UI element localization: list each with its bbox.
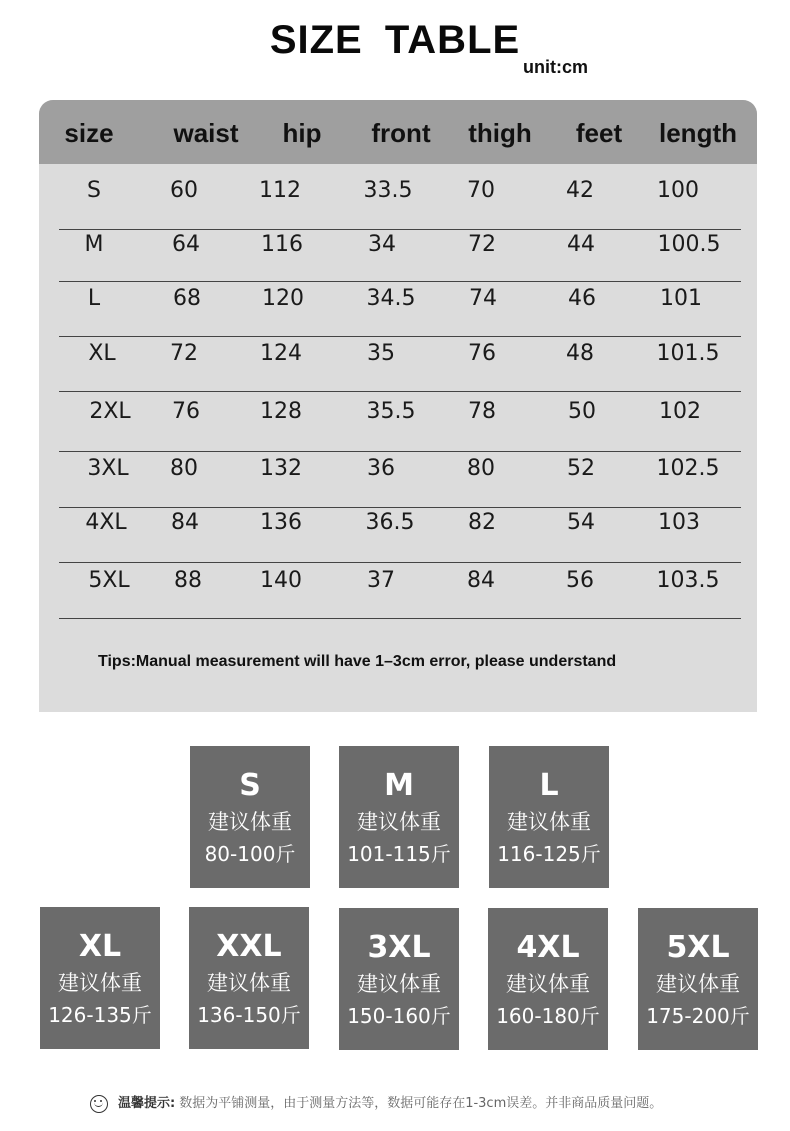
weight-card: [339, 746, 459, 888]
table-cell-size: 2XL: [89, 399, 131, 424]
table-cell-size: 5XL: [88, 568, 130, 593]
table-cell-size: L: [87, 286, 101, 311]
weight-size: 5XL: [666, 930, 730, 965]
table-cell-size: M: [84, 232, 104, 257]
weight-size: 4XL: [516, 930, 580, 965]
weight-range: 126-135斤: [48, 1003, 152, 1027]
weight-range: 150-160斤: [347, 1004, 451, 1028]
table-cell-front: 37: [367, 568, 395, 593]
table-cell-size: XL: [88, 341, 116, 366]
table-cell-length: 102: [659, 399, 701, 424]
weight-size: XXL: [216, 929, 282, 964]
weight-range: 160-180斤: [496, 1004, 600, 1028]
table-cell-hip: 120: [262, 286, 304, 311]
weight-card: [339, 908, 459, 1050]
table-cell-waist: 76: [172, 399, 200, 424]
weight-size: L: [539, 768, 559, 803]
tips-text: Tips:Manual measurement will have 1–3cm error, please understand: [98, 653, 617, 670]
table-cell-hip: 128: [260, 399, 302, 424]
smile-icon: [90, 1095, 108, 1113]
unit-label: unit:cm: [523, 57, 588, 77]
weight-label: 建议体重: [207, 971, 291, 995]
table-cell-hip: 132: [260, 456, 302, 481]
header-size: size: [64, 118, 114, 148]
table-cell-size: 4XL: [85, 510, 127, 535]
table-cell-length: 103.5: [656, 568, 720, 593]
weight-label: 建议体重: [656, 972, 740, 996]
header-hip: hip: [282, 118, 322, 148]
table-cell-hip: 112: [259, 178, 301, 203]
table-cell-front: 35: [367, 341, 395, 366]
table-cell-feet: 56: [566, 568, 594, 593]
table-row: [59, 230, 741, 282]
weight-label: 建议体重: [58, 971, 142, 995]
table-row: [59, 508, 741, 563]
weight-card: [488, 908, 608, 1050]
weight-label: 建议体重: [208, 810, 292, 834]
table-cell-waist: 80: [170, 456, 198, 481]
table-cell-thigh: 74: [469, 286, 497, 311]
table-cell-thigh: 82: [468, 510, 496, 535]
weight-card: [40, 907, 160, 1049]
header-waist: waist: [173, 118, 239, 148]
table-cell-length: 101: [660, 286, 702, 311]
table-cell-length: 100.5: [657, 232, 721, 257]
weight-size: XL: [78, 929, 122, 964]
table-cell-length: 102.5: [656, 456, 720, 481]
table-cell-front: 34.5: [366, 286, 416, 311]
weight-card: [489, 746, 609, 888]
weight-label: 建议体重: [357, 972, 441, 996]
table-cell-front: 33.5: [363, 178, 413, 203]
table-cell-hip: 124: [260, 341, 302, 366]
table-row: [59, 282, 741, 337]
weight-label: 建议体重: [357, 810, 441, 834]
table-row: [59, 563, 741, 619]
table-cell-feet: 46: [568, 286, 596, 311]
weight-label: 建议体重: [507, 810, 591, 834]
table-header: [39, 100, 757, 164]
weight-range: 136-150斤: [197, 1003, 301, 1027]
weight-range: 175-200斤: [646, 1004, 750, 1028]
footer-label: 温馨提示:: [118, 1096, 176, 1111]
page-title: SIZE TABLE: [269, 18, 521, 62]
table-row: [59, 392, 741, 452]
weight-size: 3XL: [367, 930, 431, 965]
table-cell-thigh: 80: [467, 456, 495, 481]
size-table: [39, 100, 757, 712]
table-cell-length: 100: [657, 178, 699, 203]
table-cell-waist: 60: [170, 178, 198, 203]
header-feet: feet: [575, 118, 623, 148]
table-cell-waist: 68: [173, 286, 201, 311]
table-cell-hip: 140: [260, 568, 302, 593]
table-cell-thigh: 70: [467, 178, 495, 203]
table-cell-thigh: 84: [467, 568, 495, 593]
table-cell-front: 34: [368, 232, 396, 257]
table-row: [59, 164, 741, 230]
table-cell-size: S: [87, 178, 101, 203]
table-cell-feet: 42: [566, 178, 594, 203]
table-cell-waist: 84: [171, 510, 199, 535]
weight-size: S: [239, 768, 261, 803]
weight-range: 80-100斤: [204, 842, 296, 866]
table-cell-feet: 48: [566, 341, 594, 366]
table-cell-feet: 50: [568, 399, 596, 424]
table-cell-waist: 88: [174, 568, 202, 593]
table-cell-waist: 64: [172, 232, 200, 257]
table-cell-feet: 52: [567, 456, 595, 481]
table-cell-hip: 116: [261, 232, 303, 257]
table-cell-front: 36.5: [365, 510, 415, 535]
footer-text: 数据为平铺测量，由于测量方法等，数据可能存在1-3cm误差。并非商品质量问题。: [179, 1096, 663, 1111]
table-row: [59, 452, 741, 508]
table-cell-length: 101.5: [656, 341, 720, 366]
footer-note: [90, 1092, 662, 1113]
weight-range: 116-125斤: [497, 842, 601, 866]
table-cell-feet: 44: [567, 232, 595, 257]
header-length: length: [659, 118, 737, 148]
table-cell-thigh: 72: [468, 232, 496, 257]
header-front: front: [371, 118, 431, 148]
table-cell-length: 103: [658, 510, 700, 535]
table-cell-thigh: 76: [468, 341, 496, 366]
table-cell-waist: 72: [170, 341, 198, 366]
weight-label: 建议体重: [506, 972, 590, 996]
table-cell-hip: 136: [260, 510, 302, 535]
table-row: [59, 337, 741, 392]
table-cell-thigh: 78: [468, 399, 496, 424]
table-cell-front: 35.5: [366, 399, 416, 424]
header-thigh: thigh: [468, 118, 532, 148]
table-cell-size: 3XL: [87, 456, 129, 481]
table-cell-front: 36: [367, 456, 395, 481]
weight-card: [190, 746, 310, 888]
weight-size: M: [384, 768, 414, 803]
table-cell-feet: 54: [567, 510, 595, 535]
weight-range: 101-115斤: [347, 842, 451, 866]
weight-card: [189, 907, 309, 1049]
weight-card: [638, 908, 758, 1050]
